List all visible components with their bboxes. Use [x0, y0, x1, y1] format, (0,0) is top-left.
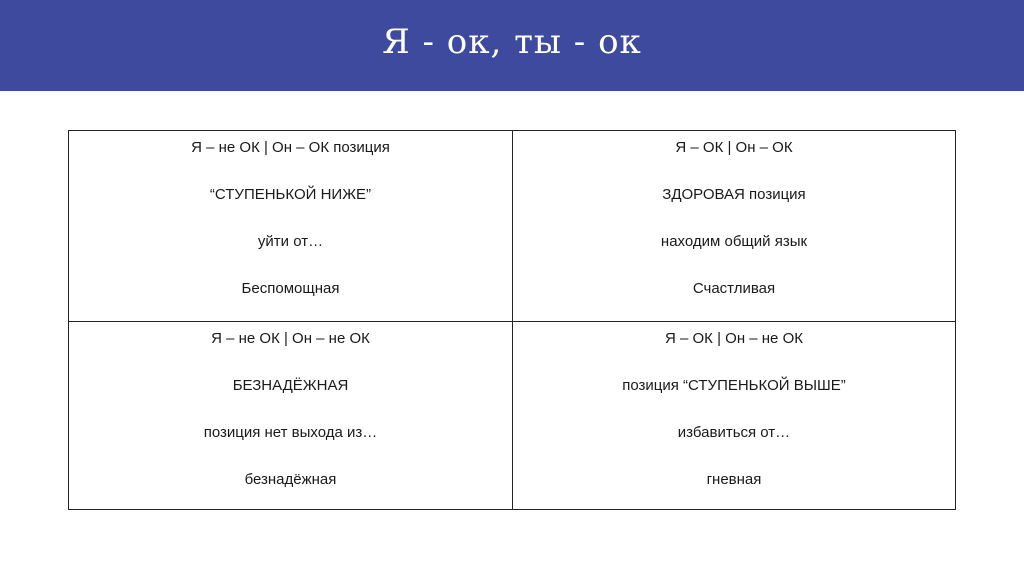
quadrant-heading: Я – ОК | Он – не ОК — [665, 330, 803, 347]
quadrant-state: безнадёжная — [244, 471, 337, 488]
header-bar — [0, 0, 1024, 91]
quadrant-top-right — [513, 131, 955, 322]
quadrant-state: гневная — [706, 471, 762, 488]
quadrant-heading: Я – ОК | Он – ОК — [675, 139, 793, 156]
quadrant-action: избавиться от… — [677, 424, 791, 441]
quadrant-heading: Я – не ОК | Он – не ОК — [211, 330, 370, 347]
quadrant-heading: Я – не ОК | Он – ОК позиция — [191, 139, 390, 156]
ok-matrix-table — [68, 130, 956, 510]
quadrant-position: позиция “СТУПЕНЬКОЙ ВЫШЕ” — [622, 377, 846, 394]
quadrant-action: позиция нет выхода из… — [203, 424, 378, 441]
quadrant-state: Счастливая — [692, 280, 776, 297]
quadrant-action: находим общий язык — [660, 233, 808, 250]
quadrant-action: уйти от… — [257, 233, 324, 250]
quadrant-position: БЕЗНАДЁЖНАЯ — [232, 377, 349, 394]
quadrant-bottom-left — [69, 322, 513, 509]
quadrant-position: “СТУПЕНЬКОЙ НИЖЕ” — [209, 186, 372, 203]
quadrant-top-left — [69, 131, 513, 322]
quadrant-state: Беспомощная — [241, 280, 340, 297]
page-title: Я - ок, ты - ок — [382, 21, 642, 62]
quadrant-position: ЗДОРОВАЯ позиция — [662, 186, 806, 203]
quadrant-bottom-right — [513, 322, 955, 509]
